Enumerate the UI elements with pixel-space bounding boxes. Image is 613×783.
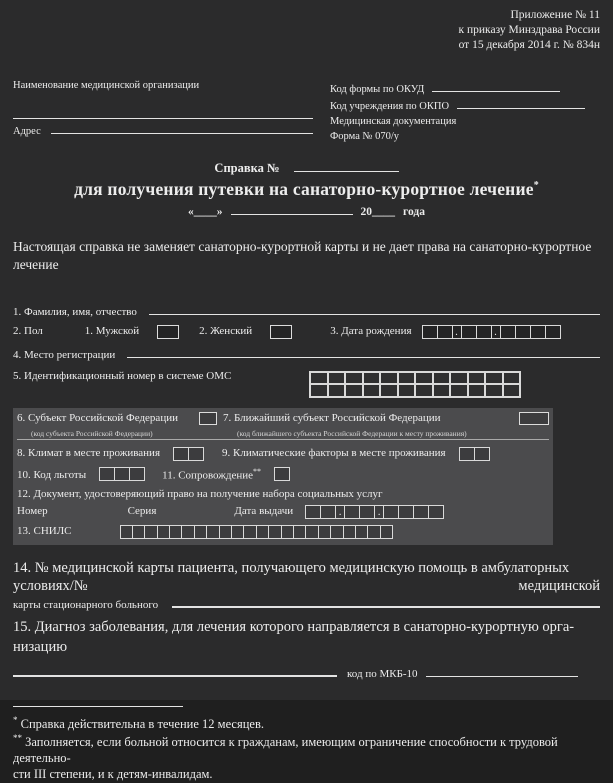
birthdate-label: 3. Дата рождения <box>330 324 412 337</box>
registration-place-fill-line[interactable] <box>127 346 600 358</box>
input-cell[interactable] <box>380 525 393 539</box>
input-cell[interactable] <box>437 325 453 339</box>
field-diagnosis: 15. Диагноз заболевания, для лечения которого направляется в санаторно-курортную орга- низацию код по МКБ-10 <box>13 617 600 680</box>
input-cell[interactable] <box>398 505 414 519</box>
icd10-code-label: код по МКБ-10 <box>347 668 418 681</box>
climate-label: 8. Климат в месте проживания <box>17 446 160 459</box>
card-number-fill-line[interactable] <box>172 596 600 608</box>
header-section <box>13 80 600 145</box>
sex-female-label: 2. Женский <box>199 324 253 337</box>
input-cell[interactable] <box>504 373 522 386</box>
region-panel <box>13 408 553 546</box>
input-cell[interactable] <box>359 505 375 519</box>
input-cell[interactable] <box>114 467 130 481</box>
input-cell[interactable] <box>461 325 477 339</box>
registration-place-label: 4. Место регистрации <box>13 348 116 361</box>
date-separator: . <box>374 505 384 519</box>
field-full-name <box>13 303 600 318</box>
date-separator: . <box>491 325 501 339</box>
doc-series-label: Серия <box>127 505 157 518</box>
input-cell[interactable] <box>381 385 399 398</box>
doc-issue-date-cells[interactable] <box>305 505 444 519</box>
okpo-label: Код учреждения по ОКПО <box>330 101 450 113</box>
input-cell[interactable] <box>451 385 469 398</box>
input-cell[interactable] <box>99 467 115 481</box>
input-cell[interactable] <box>474 447 490 461</box>
day-blank[interactable]: «____» <box>188 206 223 219</box>
input-cell[interactable] <box>459 447 475 461</box>
input-cell[interactable] <box>144 525 157 539</box>
appendix-line: от 15 декабря 2014 г. № 834н <box>458 39 600 52</box>
month-fill-line[interactable] <box>231 203 353 215</box>
field-nearest-region <box>223 412 549 438</box>
org-name-fill-line[interactable] <box>13 118 313 119</box>
social-services-doc-label: 12. Документ, удостоверяющий право на получение набора социальных услуг <box>17 488 383 501</box>
region-label: 6. Субъект Российской Федерации <box>17 411 178 424</box>
snils-cells[interactable] <box>120 525 394 539</box>
input-cell[interactable] <box>469 385 487 398</box>
input-cell[interactable] <box>500 325 516 339</box>
input-cell[interactable] <box>413 505 429 519</box>
input-cell[interactable] <box>274 467 290 481</box>
input-cell[interactable] <box>381 373 399 386</box>
input-cell[interactable] <box>318 525 331 539</box>
sex-male-checkbox[interactable] <box>157 325 179 339</box>
input-cell[interactable] <box>343 525 356 539</box>
input-cell[interactable] <box>169 525 182 539</box>
input-cell[interactable] <box>469 373 487 386</box>
input-cell[interactable] <box>129 467 145 481</box>
footnote-2: ** Заполняется, если больной относится к гражданам, имеющим ограничение способности к трудовой деятельно- <box>13 732 558 766</box>
input-cell[interactable] <box>330 525 343 539</box>
full-name-label: 1. Фамилия, имя, отчество <box>13 305 137 318</box>
certificate-number-label: Справка № <box>214 161 280 176</box>
input-cell[interactable] <box>355 525 368 539</box>
year-blank[interactable]: 20____ <box>360 206 396 219</box>
doc-issue-date-label: Дата выдачи <box>234 505 294 518</box>
date-separator: . <box>452 325 462 339</box>
input-cell[interactable] <box>367 525 380 539</box>
field-region <box>17 412 217 438</box>
nearest-region-label: 7. Ближайший субъект Российской Федерации <box>223 411 441 424</box>
doc-number-label: Номер <box>17 505 48 518</box>
input-cell[interactable] <box>434 385 452 398</box>
okud-label: Код формы по ОКУД <box>330 83 425 95</box>
input-cell[interactable] <box>256 525 269 539</box>
input-cell[interactable] <box>422 325 438 339</box>
input-cell[interactable] <box>181 525 194 539</box>
nearest-region-code-box[interactable] <box>519 412 549 425</box>
org-block <box>13 80 313 145</box>
input-cell[interactable] <box>120 525 133 539</box>
date-separator: . <box>335 505 345 519</box>
nearest-region-code-hint: (код ближайшего субъекта Российской Федерации к месту проживания) <box>237 428 467 438</box>
input-cell[interactable] <box>311 373 329 386</box>
input-cell[interactable] <box>364 373 382 386</box>
med-doc-label: Медицинская документация <box>330 115 457 127</box>
input-cell[interactable] <box>320 505 336 519</box>
year-word: года <box>403 206 425 219</box>
input-cell[interactable] <box>504 385 522 398</box>
input-cell[interactable] <box>206 525 219 539</box>
card-type-suffix: медицинской <box>518 578 600 595</box>
footnotes <box>13 715 600 782</box>
input-cell[interactable] <box>383 505 399 519</box>
input-cell[interactable] <box>281 525 294 539</box>
oms-number-cells[interactable] <box>309 371 521 398</box>
field-oms-number <box>13 370 600 398</box>
appendix-line: к приказу Минздрава России <box>458 24 600 37</box>
input-cell[interactable] <box>416 385 434 398</box>
input-cell[interactable] <box>173 447 189 461</box>
input-cell[interactable] <box>346 385 364 398</box>
input-cell[interactable] <box>305 525 318 539</box>
title-footnote-mark: * <box>533 180 539 192</box>
address-fill-line[interactable] <box>51 122 313 134</box>
input-cell[interactable] <box>293 525 306 539</box>
input-cell[interactable] <box>194 525 207 539</box>
input-cell[interactable] <box>268 525 281 539</box>
input-cell[interactable] <box>231 525 244 539</box>
input-cell[interactable] <box>515 325 531 339</box>
input-cell[interactable] <box>188 447 204 461</box>
input-cell[interactable] <box>530 325 546 339</box>
birthdate-cells[interactable] <box>422 325 561 339</box>
input-cell[interactable] <box>329 373 347 386</box>
field-registration-place <box>13 346 600 361</box>
footnote-2-continued: сти III степени, и к детям-инвалидам. <box>13 767 213 782</box>
input-cell[interactable] <box>364 385 382 398</box>
input-cell[interactable] <box>399 373 417 386</box>
org-name-label: Наименование медицинской организации <box>13 79 200 91</box>
input-cell[interactable] <box>329 385 347 398</box>
escort-label: 11. Сопровождение** <box>162 466 262 482</box>
page-title: для получения путевки на санаторно-курортное лечение* <box>74 179 539 200</box>
climate-cells[interactable] <box>173 447 204 461</box>
inpatient-card-label: карты стационарного больного <box>13 599 159 612</box>
full-name-fill-line[interactable] <box>149 303 600 315</box>
codes-block <box>330 80 600 145</box>
sex-label: 2. Пол <box>13 324 43 337</box>
form-number-label: Форма № 070/у <box>330 130 400 142</box>
region-code-box[interactable] <box>199 412 217 425</box>
oms-number-label: 5. Идентификационный номер в системе ОМС <box>13 369 232 382</box>
okpo-fill-line[interactable] <box>457 97 585 109</box>
certificate-number-fill-line[interactable] <box>294 160 399 172</box>
region-code-hint: (код субъекта Российской Федерации) <box>31 428 153 438</box>
input-cell[interactable] <box>399 385 417 398</box>
field-sex-and-birthdate <box>13 325 600 339</box>
input-cell[interactable] <box>434 373 452 386</box>
footnote-1: * Справка действительна в течение 12 месяцев. <box>13 715 264 732</box>
input-cell[interactable] <box>311 385 329 398</box>
appendix-line: Приложение № 11 <box>510 9 600 21</box>
title-block <box>13 160 600 218</box>
climate-factors-cells[interactable] <box>459 447 490 461</box>
field-snils <box>17 525 549 539</box>
input-cell[interactable] <box>346 373 364 386</box>
benefit-code-cells[interactable] <box>99 467 145 481</box>
escort-cells[interactable] <box>274 467 290 481</box>
okud-fill-line[interactable] <box>432 80 560 92</box>
input-cell[interactable] <box>243 525 256 539</box>
address-label: Адрес <box>13 125 41 137</box>
footnote-separator <box>13 706 183 707</box>
card-number-prefix: условиях/№ <box>13 578 88 595</box>
appendix-reference <box>13 8 600 54</box>
input-cell[interactable] <box>486 385 504 398</box>
input-cell[interactable] <box>476 325 492 339</box>
snils-label: 13. СНИЛС <box>17 525 72 538</box>
benefit-code-label: 10. Код льготы <box>17 469 87 482</box>
note-text: Настоящая справка не заменяет санаторно-курортной карты и не дает права на санаторно-курортное лечение <box>13 239 592 273</box>
diagnosis-fill-line[interactable] <box>13 665 337 677</box>
input-cell[interactable] <box>219 525 232 539</box>
climate-factors-label: 9. Климатические факторы в месте проживания <box>222 446 446 459</box>
sex-male-label: 1. Мужской <box>84 324 140 337</box>
escort-footnote-mark: ** <box>253 466 262 476</box>
field-medical-card-number: 14. № медицинской карты пациента, получающего медицинскую помощь в амбулаторных условиях/№ медицинской карты стационарного больного <box>13 560 600 612</box>
sex-female-checkbox[interactable] <box>270 325 292 339</box>
input-cell[interactable] <box>344 505 360 519</box>
input-cell[interactable] <box>305 505 321 519</box>
input-cell[interactable] <box>486 373 504 386</box>
input-cell[interactable] <box>157 525 170 539</box>
date-line <box>13 203 600 218</box>
input-cell[interactable] <box>545 325 561 339</box>
input-cell[interactable] <box>451 373 469 386</box>
input-cell[interactable] <box>416 373 434 386</box>
social-services-doc-fields <box>17 505 549 519</box>
input-cell[interactable] <box>132 525 145 539</box>
input-cell[interactable] <box>428 505 444 519</box>
icd10-code-fill-line[interactable] <box>426 665 578 677</box>
